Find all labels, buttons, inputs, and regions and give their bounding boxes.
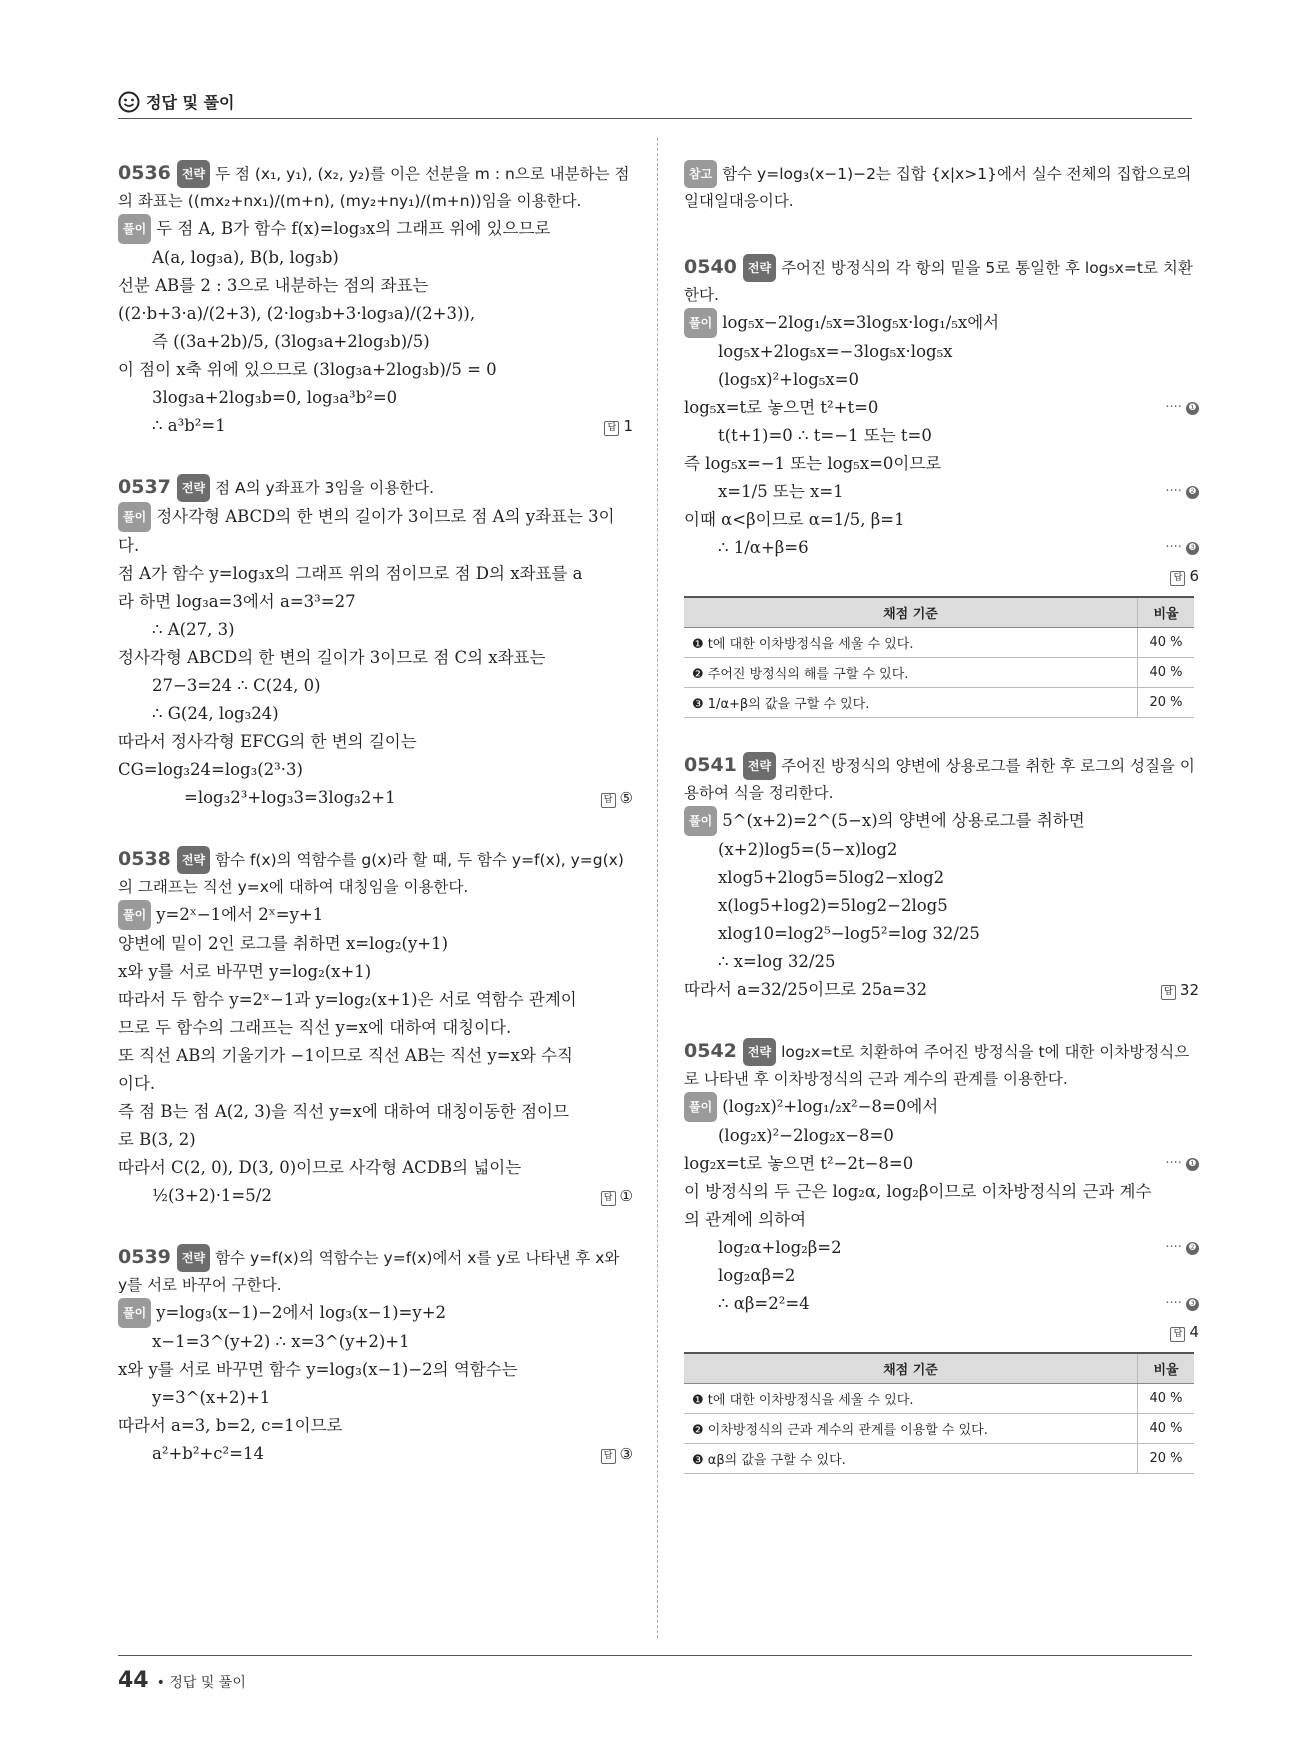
- criteria-header: 채점 기준: [684, 1353, 1138, 1384]
- problem-0537: [118, 474, 633, 812]
- solution-line: (log₅x)²+log₅x=0: [718, 370, 860, 389]
- footer-label: • 정답 및 풀이: [156, 1675, 246, 1691]
- header-rule: [118, 118, 1192, 119]
- strategy-badge: 전략: [743, 254, 776, 282]
- strategy-text: 점 A의 y좌표가 3임을 이용한다.: [215, 479, 435, 497]
- solution-line: 이 방정식의 두 근은 log₂α, log₂β이므로 이차방정식의 근과 계수: [684, 1182, 1152, 1201]
- problem-number: 0536: [118, 162, 171, 184]
- scoring-table: [684, 1352, 1194, 1474]
- solution-line: ∴ αβ=2²=4: [718, 1294, 810, 1313]
- solution-line: CG=log₃24=log₃(2³·3): [118, 760, 303, 779]
- strategy-text: log₂x=t로 치환하여 주어진 방정식을 t에 대한 이차방정식으로 나타낸 후 이차방정식의 근과 계수의 관계를 이용한다.: [684, 1043, 1190, 1088]
- problem-0539: [118, 1244, 633, 1468]
- problem-0542: [684, 1038, 1199, 1474]
- solution-line: 따라서 C(2, 0), D(3, 0)이므로 사각형 ACDB의 넓이는: [118, 1158, 522, 1177]
- solution-line: x−1=3^(y+2) ∴ x=3^(y+2)+1: [152, 1332, 410, 1351]
- answer-icon: 답: [1161, 985, 1176, 1000]
- solution-line: 양변에 밑이 2인 로그를 취하면 x=log₂(y+1): [118, 934, 449, 953]
- solution-line: 라 하면 log₃a=3에서 a=3³=27: [118, 592, 356, 611]
- strategy-badge: 전략: [177, 1244, 210, 1272]
- strategy-text: 두 점 (x₁, y₁), (x₂, y₂)를 이은 선분을 m : n으로 내분하는 점의 좌표는 ((mx₂+nx₁)/(m+n), (my₂+ny₁)/(m+n))임을 이용한다.: [118, 165, 630, 210]
- solution-line: (log₂x)²+log₁/₂x²−8=0에서: [722, 1097, 939, 1116]
- solution-line: 의 관계에 의하여: [684, 1210, 807, 1229]
- answer: 답 ③: [601, 1440, 633, 1468]
- right-column: [684, 160, 1199, 1508]
- header-title: 정답 및 풀이: [146, 93, 235, 112]
- problem-number: 0540: [684, 256, 737, 278]
- solution-line: log₅x+2log₅x=−3log₅x·log₅x: [718, 342, 953, 361]
- answer-icon: 답: [601, 1191, 616, 1206]
- column-divider: [657, 138, 658, 1638]
- problem-0541: [684, 752, 1199, 1004]
- strategy-text: 함수 y=f(x)의 역함수는 y=f(x)에서 x를 y로 나타낸 후 x와 y를 서로 바꾸어 구한다.: [118, 1249, 620, 1294]
- step-mark: ···· ❶: [1165, 394, 1199, 422]
- solution-line: ((2·b+3·a)/(2+3), (2·log₃b+3·log₃a)/(2+3)),: [118, 304, 476, 323]
- strategy-badge: 전략: [743, 752, 776, 780]
- solution-line: ∴ A(27, 3): [152, 620, 235, 639]
- solution-line: ½(3+2)·1=5/2: [152, 1186, 272, 1205]
- solution-badge: 풀이: [118, 502, 151, 532]
- answer: 답 1: [604, 412, 633, 440]
- scoring-table: [684, 596, 1194, 718]
- problem-number: 0537: [118, 476, 171, 498]
- table-row: ❷ 이차방정식의 근과 계수의 관계를 이용할 수 있다. 40 %: [684, 1414, 1194, 1444]
- smiley-icon: [118, 91, 140, 113]
- solution-line: 이다.: [118, 1074, 156, 1093]
- strategy-badge: 전략: [177, 474, 210, 502]
- solution-line: 이때 α<β이므로 α=1/5, β=1: [684, 510, 905, 529]
- solution-line: log₅x−2log₁/₅x=3log₅x·log₁/₅x에서: [722, 313, 1000, 332]
- solution-line: 두 점 A, B가 함수 f(x)=log₃x의 그래프 위에 있으므로: [156, 219, 551, 238]
- strategy-badge: 전략: [177, 160, 210, 188]
- step-mark: ···· ❷: [1165, 478, 1199, 506]
- page-header: [118, 90, 234, 113]
- ratio-header: 비율: [1138, 597, 1195, 628]
- problem-number: 0539: [118, 1246, 171, 1268]
- problem-number: 0542: [684, 1040, 737, 1062]
- problem-0536: [118, 160, 633, 440]
- answer-icon: 답: [604, 421, 619, 436]
- problem-0540: [684, 254, 1199, 718]
- solution-line: log₂x=t로 놓으면 t²−2t−8=0: [684, 1154, 914, 1173]
- step-mark: ···· ❷: [1165, 1234, 1199, 1262]
- solution-line: x와 y를 서로 바꾸면 y=log₂(x+1): [118, 962, 372, 981]
- solution-line: x(log5+log2)=5log2−2log5: [718, 896, 948, 915]
- step-mark: ···· ❶: [1165, 1150, 1199, 1178]
- solution-line: a²+b²+c²=14: [152, 1444, 264, 1463]
- note-0539: [684, 160, 1199, 214]
- step-mark: ···· ❸: [1165, 1290, 1199, 1318]
- ratio-header: 비율: [1138, 1353, 1195, 1384]
- table-row: ❸ αβ의 값을 구할 수 있다. 20 %: [684, 1444, 1194, 1474]
- solution-line: log₂αβ=2: [718, 1266, 796, 1285]
- left-column: [118, 160, 633, 1502]
- solution-badge: 풀이: [118, 214, 151, 244]
- solution-line: ∴ G(24, log₃24): [152, 704, 279, 723]
- answer: 답 4: [1170, 1318, 1199, 1346]
- solution-badge: 풀이: [118, 900, 151, 930]
- problem-0538: [118, 846, 633, 1210]
- solution-line: 정사각형 ABCD의 한 변의 길이가 3이므로 점 A의 y좌표는 3이다.: [118, 507, 615, 555]
- solution-line: log₂α+log₂β=2: [718, 1238, 842, 1257]
- solution-line: 정사각형 ABCD의 한 변의 길이가 3이므로 점 C의 x좌표는: [118, 648, 546, 667]
- solution-line: 3log₃a+2log₃b=0, log₃a³b²=0: [152, 388, 398, 407]
- table-row: ❷ 주어진 방정식의 해를 구할 수 있다. 40 %: [684, 658, 1194, 688]
- strategy-text: 함수 f(x)의 역함수를 g(x)라 할 때, 두 함수 y=f(x), y=g(x)의 그래프는 직선 y=x에 대하여 대칭임을 이용한다.: [118, 851, 624, 896]
- solution-line: xlog10=log2⁵−log5²=log 32/25: [718, 924, 980, 943]
- table-row: ❶ t에 대한 이차방정식을 세울 수 있다. 40 %: [684, 1384, 1194, 1414]
- solution-badge: 풀이: [118, 1298, 151, 1328]
- solution-line: ∴ a³b²=1: [152, 416, 226, 435]
- solution-badge: 풀이: [684, 806, 717, 836]
- page-footer: [118, 1668, 246, 1693]
- solution-badge: 풀이: [684, 1092, 717, 1122]
- answer: 답 ①: [601, 1182, 633, 1210]
- strategy-text: 주어진 방정식의 양변에 상용로그를 취한 후 로그의 성질을 이용하여 식을 정리한다.: [684, 757, 1195, 802]
- solution-line: 따라서 정사각형 EFCG의 한 변의 길이는: [118, 732, 417, 751]
- solution-line: xlog5+2log5=5log2−xlog2: [718, 868, 945, 887]
- strategy-text: 주어진 방정식의 각 항의 밑을 5로 통일한 후 log₅x=t로 치환한다.: [684, 259, 1193, 304]
- solution-line: (x+2)log5=(5−x)log2: [718, 840, 898, 859]
- solution-line: x=1/5 또는 x=1: [718, 482, 844, 501]
- solution-line: y=3^(x+2)+1: [152, 1388, 271, 1407]
- table-row: ❶ t에 대한 이차방정식을 세울 수 있다. 40 %: [684, 628, 1194, 658]
- solution-line: y=2ˣ−1에서 2ˣ=y+1: [156, 905, 324, 924]
- solution-line: 선분 AB를 2 : 3으로 내분하는 점의 좌표는: [118, 276, 429, 295]
- table-row: ❸ 1/α+β의 값을 구할 수 있다. 20 %: [684, 688, 1194, 718]
- answer-icon: 답: [601, 1449, 616, 1464]
- solution-line: 5^(x+2)=2^(5−x)의 양변에 상용로그를 취하면: [722, 811, 1085, 830]
- step-mark: ···· ❸: [1165, 534, 1199, 562]
- solution-line: log₅x=t로 놓으면 t²+t=0: [684, 398, 879, 417]
- solution-line: 따라서 a=32/25이므로 25a=32: [684, 980, 927, 999]
- solution-line: 점 A가 함수 y=log₃x의 그래프 위의 점이므로 점 D의 x좌표를 a: [118, 564, 583, 583]
- answer: 답 6: [1170, 562, 1199, 590]
- solution-line: 27−3=24 ∴ C(24, 0): [152, 676, 321, 695]
- answer-icon: 답: [1170, 571, 1185, 586]
- strategy-badge: 전략: [177, 846, 210, 874]
- solution-line: =log₃2³+log₃3=3log₃2+1: [184, 788, 396, 807]
- answer: 답 32: [1161, 976, 1199, 1004]
- solution-line: 므로 두 함수의 그래프는 직선 y=x에 대하여 대칭이다.: [118, 1018, 512, 1037]
- footer-rule: [118, 1655, 1192, 1656]
- answer: 답 ⑤: [601, 784, 633, 812]
- solution-line: 로 B(3, 2): [118, 1130, 196, 1149]
- solution-line: y=log₃(x−1)−2에서 log₃(x−1)=y+2: [156, 1303, 447, 1322]
- answer-icon: 답: [601, 793, 616, 808]
- answer-icon: 답: [1170, 1327, 1185, 1342]
- solution-line: A(a, log₃a), B(b, log₃b): [152, 248, 339, 267]
- solution-line: 즉 ((3a+2b)/5, (3log₃a+2log₃b)/5): [152, 332, 430, 351]
- solution-line: ∴ 1/α+β=6: [718, 538, 809, 557]
- problem-number: 0541: [684, 754, 737, 776]
- solution-line: x와 y를 서로 바꾸면 함수 y=log₃(x−1)−2의 역함수는: [118, 1360, 518, 1379]
- strategy-badge: 전략: [743, 1038, 776, 1066]
- note-text: 함수 y=log₃(x−1)−2는 집합 {x|x>1}에서 실수 전체의 집합으로의 일대일대응이다.: [684, 165, 1192, 210]
- problem-number: 0538: [118, 848, 171, 870]
- solution-line: ∴ x=log 32/25: [718, 952, 836, 971]
- solution-line: t(t+1)=0 ∴ t=−1 또는 t=0: [718, 426, 932, 445]
- solution-line: 이 점이 x축 위에 있으므로 (3log₃a+2log₃b)/5 = 0: [118, 360, 497, 379]
- page-number: 44: [118, 1668, 149, 1693]
- note-badge: 참고: [684, 160, 717, 188]
- solution-line: 즉 log₅x=−1 또는 log₅x=0이므로: [684, 454, 942, 473]
- criteria-header: 채점 기준: [684, 597, 1138, 628]
- solution-line: 따라서 a=3, b=2, c=1이므로: [118, 1416, 343, 1435]
- solution-line: 즉 점 B는 점 A(2, 3)을 직선 y=x에 대하여 대칭이동한 점이므: [118, 1102, 569, 1121]
- solution-badge: 풀이: [684, 308, 717, 338]
- solution-line: (log₂x)²−2log₂x−8=0: [718, 1126, 894, 1145]
- solution-line: 또 직선 AB의 기울기가 −1이므로 직선 AB는 직선 y=x와 수직: [118, 1046, 573, 1065]
- solution-line: 따라서 두 함수 y=2ˣ−1과 y=log₂(x+1)은 서로 역함수 관계이: [118, 990, 577, 1009]
